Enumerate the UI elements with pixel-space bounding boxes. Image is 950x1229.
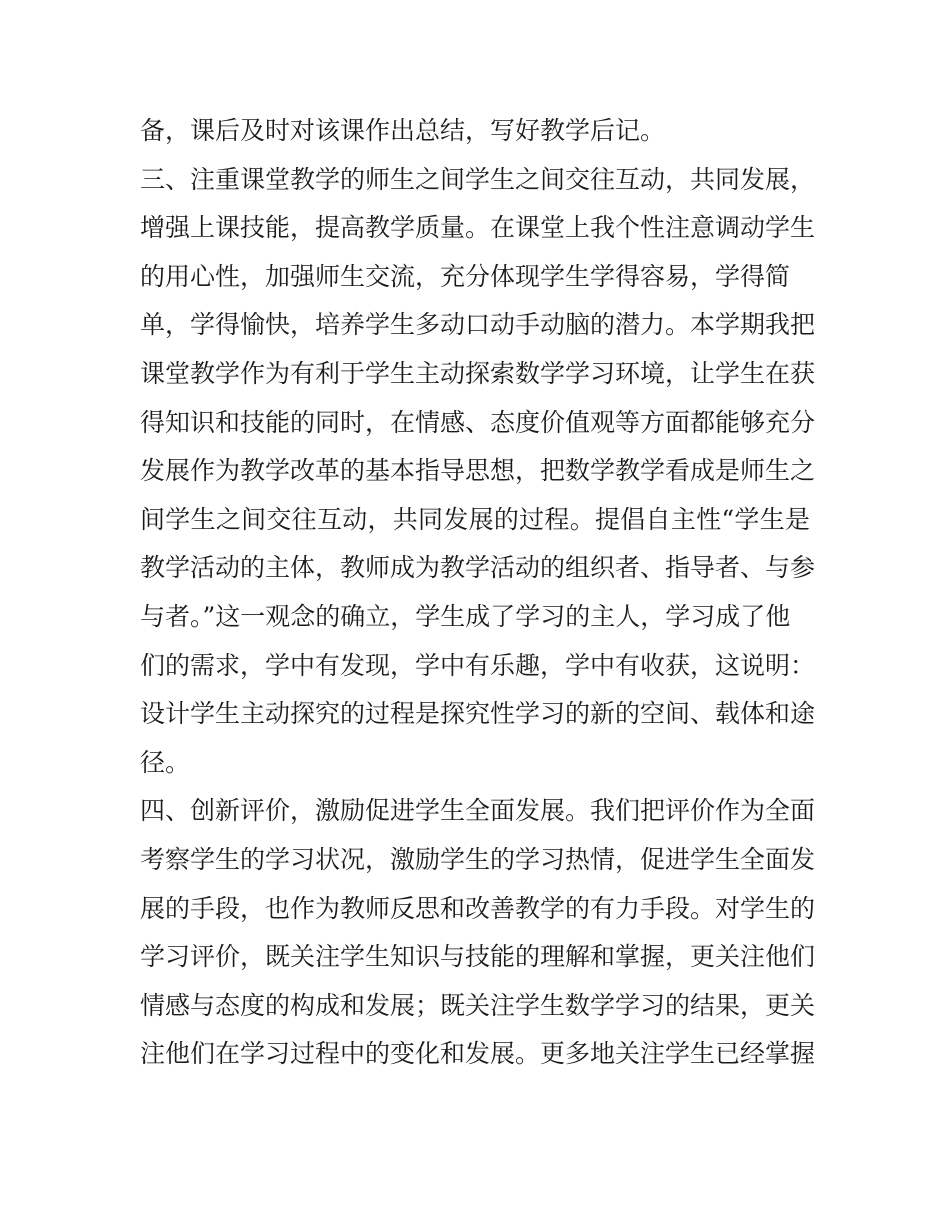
text-line: 课堂教学作为有利于学生主动探索数学学习环境，让学生在获 (140, 358, 816, 388)
text-line: 与者。”这一观念的确立，学生成了学习的主人，学习成了他 (140, 601, 791, 631)
body-text (140, 107, 820, 1079)
text-line: 备，课后及时对该课作出总结，写好教学后记。 (140, 116, 666, 145)
text-line: 发展作为教学改革的基本指导思想，把数学教学看成是师生之 (140, 456, 816, 486)
text-line: 得知识和技能的同时，在情感、态度价值观等方面都能够充分 (140, 407, 816, 437)
text-line: 情感与态度的构成和发展；既关注学生数学学习的结果，更关 (140, 990, 816, 1020)
text-line: 展的手段，也作为教师反思和改善教学的有力手段。对学生的 (140, 893, 816, 923)
text-line: 教学活动的主体，教师成为教学活动的组织者、指导者、与参 (140, 553, 816, 583)
text-line: 四、创新评价，激励促进学生全面发展。我们把评价作为全面 (140, 796, 816, 826)
text-line: 注他们在学习过程中的变化和发展。更多地关注学生已经掌握 (140, 1039, 816, 1069)
text-line: 增强上课技能，提高教学质量。在课堂上我个性注意调动学生 (140, 213, 816, 243)
text-line: 考察学生的学习状况，激励学生的学习热情，促进学生全面发 (140, 844, 816, 874)
text-line: 单，学得愉快，培养学生多动口动手动脑的潜力。本学期我把 (140, 310, 816, 340)
text-line: 径。 (140, 747, 191, 777)
text-line: 学习评价，既关注学生知识与技能的理解和掌握，更关注他们 (140, 942, 816, 972)
text-line: 三、注重课堂教学的师生之间学生之间交往互动，共同发展， (140, 164, 816, 194)
text-line: 的用心性，加强师生交流，充分体现学生学得容易，学得简 (140, 261, 791, 291)
text-line: 间学生之间交往互动，共同发展的过程。提倡自主性“学生是 (140, 504, 810, 534)
text-line: 设计学生主动探究的过程是探究性学习的新的空间、载体和途 (140, 699, 816, 729)
text-line: 们的需求，学中有发现，学中有乐趣，学中有收获，这说明： (140, 650, 816, 680)
